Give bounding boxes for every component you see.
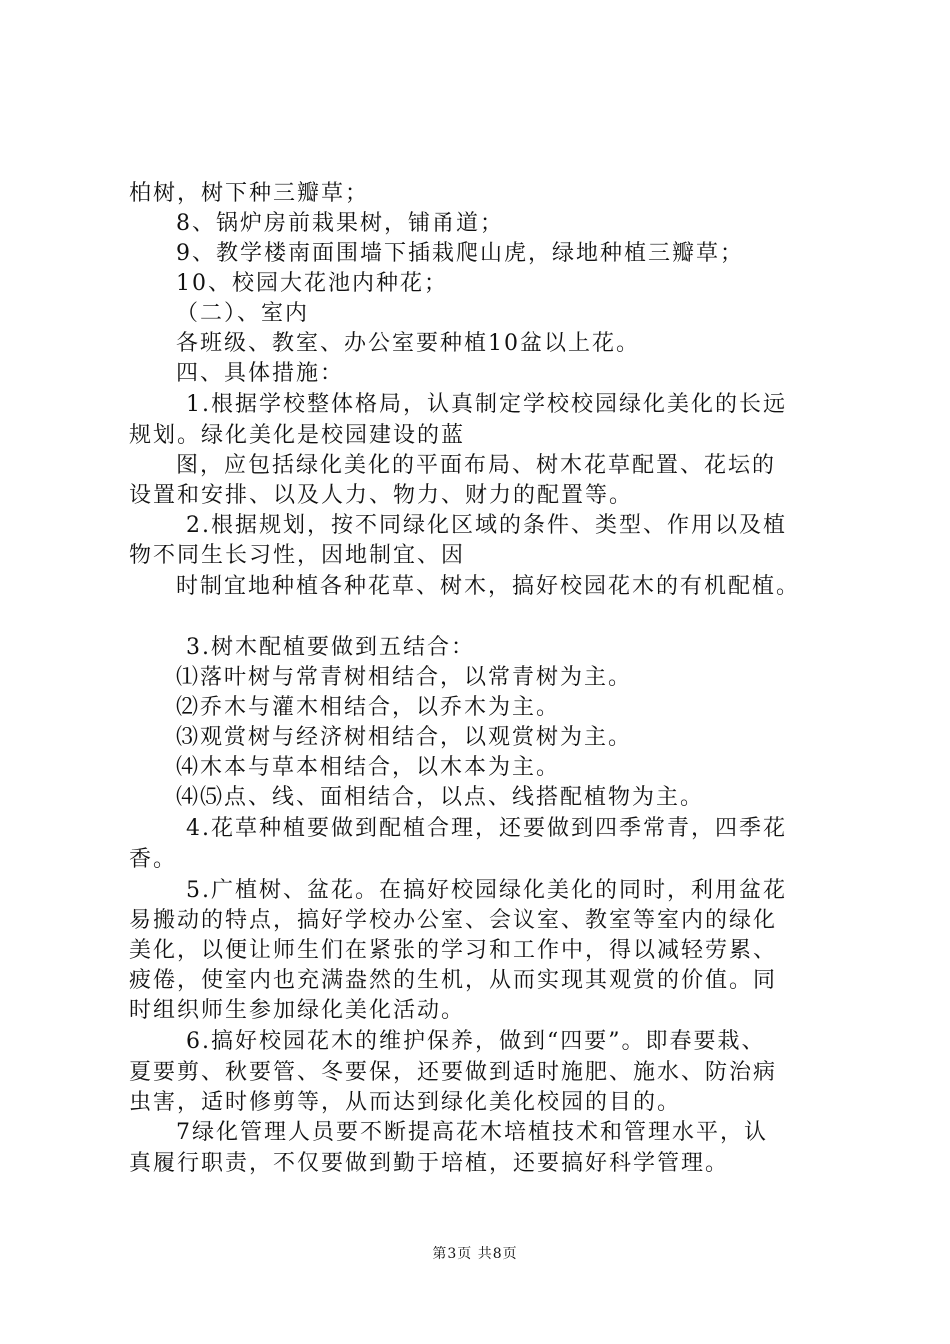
text-line: 10、校园大花池内种花； xyxy=(176,271,448,296)
text-line: 4.花草种植要做到配植合理，还要做到四季常青，四季花 xyxy=(186,816,787,841)
text-line: 1.根据学校整体格局，认真制定学校校园绿化美化的长远 xyxy=(186,392,787,417)
text-line: 5.广植树、盆花。在搞好校园绿化美化的同时，利用盆花 xyxy=(186,878,787,903)
text-line: 虫害，适时修剪等，从而达到绿化美化校园的目的。 xyxy=(129,1090,682,1115)
text-line: 2.根据规划，按不同绿化区域的条件、类型、作用以及植 xyxy=(186,513,787,538)
text-line: 柏树，树下种三瓣草； xyxy=(129,181,370,206)
list-item: ⑷木本与草本相结合，以木本为主。 xyxy=(176,755,561,780)
section-heading: （二）、室内 xyxy=(176,301,310,326)
text-line: 易搬动的特点，搞好学校办公室、会议室、教室等室内的绿化 xyxy=(129,908,778,933)
list-item: ⑴落叶树与常青树相结合，以常青树为主。 xyxy=(176,665,633,690)
text-line: 各班级、教室、办公室要种植10盆以上花。 xyxy=(176,331,640,356)
text-line: 夏要剪、秋要管、冬要保，还要做到适时施肥、施水、防治病 xyxy=(129,1060,778,1085)
text-line: 8、锅炉房前栽果树，铺甬道； xyxy=(176,211,504,236)
text-line: 时组织师生参加绿化美化活动。 xyxy=(129,998,466,1023)
text-line: 物不同生长习性，因地制宜、因 xyxy=(129,543,466,568)
list-item: ⑵乔木与灌木相结合，以乔木为主。 xyxy=(176,695,561,720)
text-line: 香。 xyxy=(129,847,178,872)
text-line: 6.搞好校园花木的维护保养，做到“四要”。即春要栽、 xyxy=(186,1029,766,1054)
text-line: 时制宜地种植各种花草、树木，搞好校园花木的有机配植。 xyxy=(176,574,801,599)
text-line: 9、教学楼南面围墙下插栽爬山虎，绿地种植三瓣草； xyxy=(176,241,744,266)
text-line: 规划。绿化美化是校园建设的蓝 xyxy=(129,423,466,448)
text-line: 3.树木配植要做到五结合： xyxy=(186,635,475,660)
page-footer: 第3页 共8页 xyxy=(432,1246,518,1262)
section-heading: 四、具体措施： xyxy=(176,361,345,386)
text-line: 设置和安排、以及人力、物力、财力的配置等。 xyxy=(129,483,634,508)
list-item: ⑶观赏树与经济树相结合，以观赏树为主。 xyxy=(176,725,633,750)
list-item: ⑷⑸点、线、面相结合，以点、线搭配植物为主。 xyxy=(176,785,705,810)
text-line: 图，应包括绿化美化的平面布局、树木花草配置、花坛的 xyxy=(176,453,777,478)
text-line: 7绿化管理人员要不断提高花木培植技术和管理水平，认 xyxy=(176,1120,768,1145)
text-line: 真履行职责，不仅要做到勤于培植，还要搞好科学管理。 xyxy=(129,1151,730,1176)
text-line: 美化，以便让师生们在紧张的学习和工作中，得以减轻劳累、 xyxy=(129,938,778,963)
text-line: 疲倦，使室内也充满盎然的生机，从而实现其观赏的价值。同 xyxy=(129,968,778,993)
